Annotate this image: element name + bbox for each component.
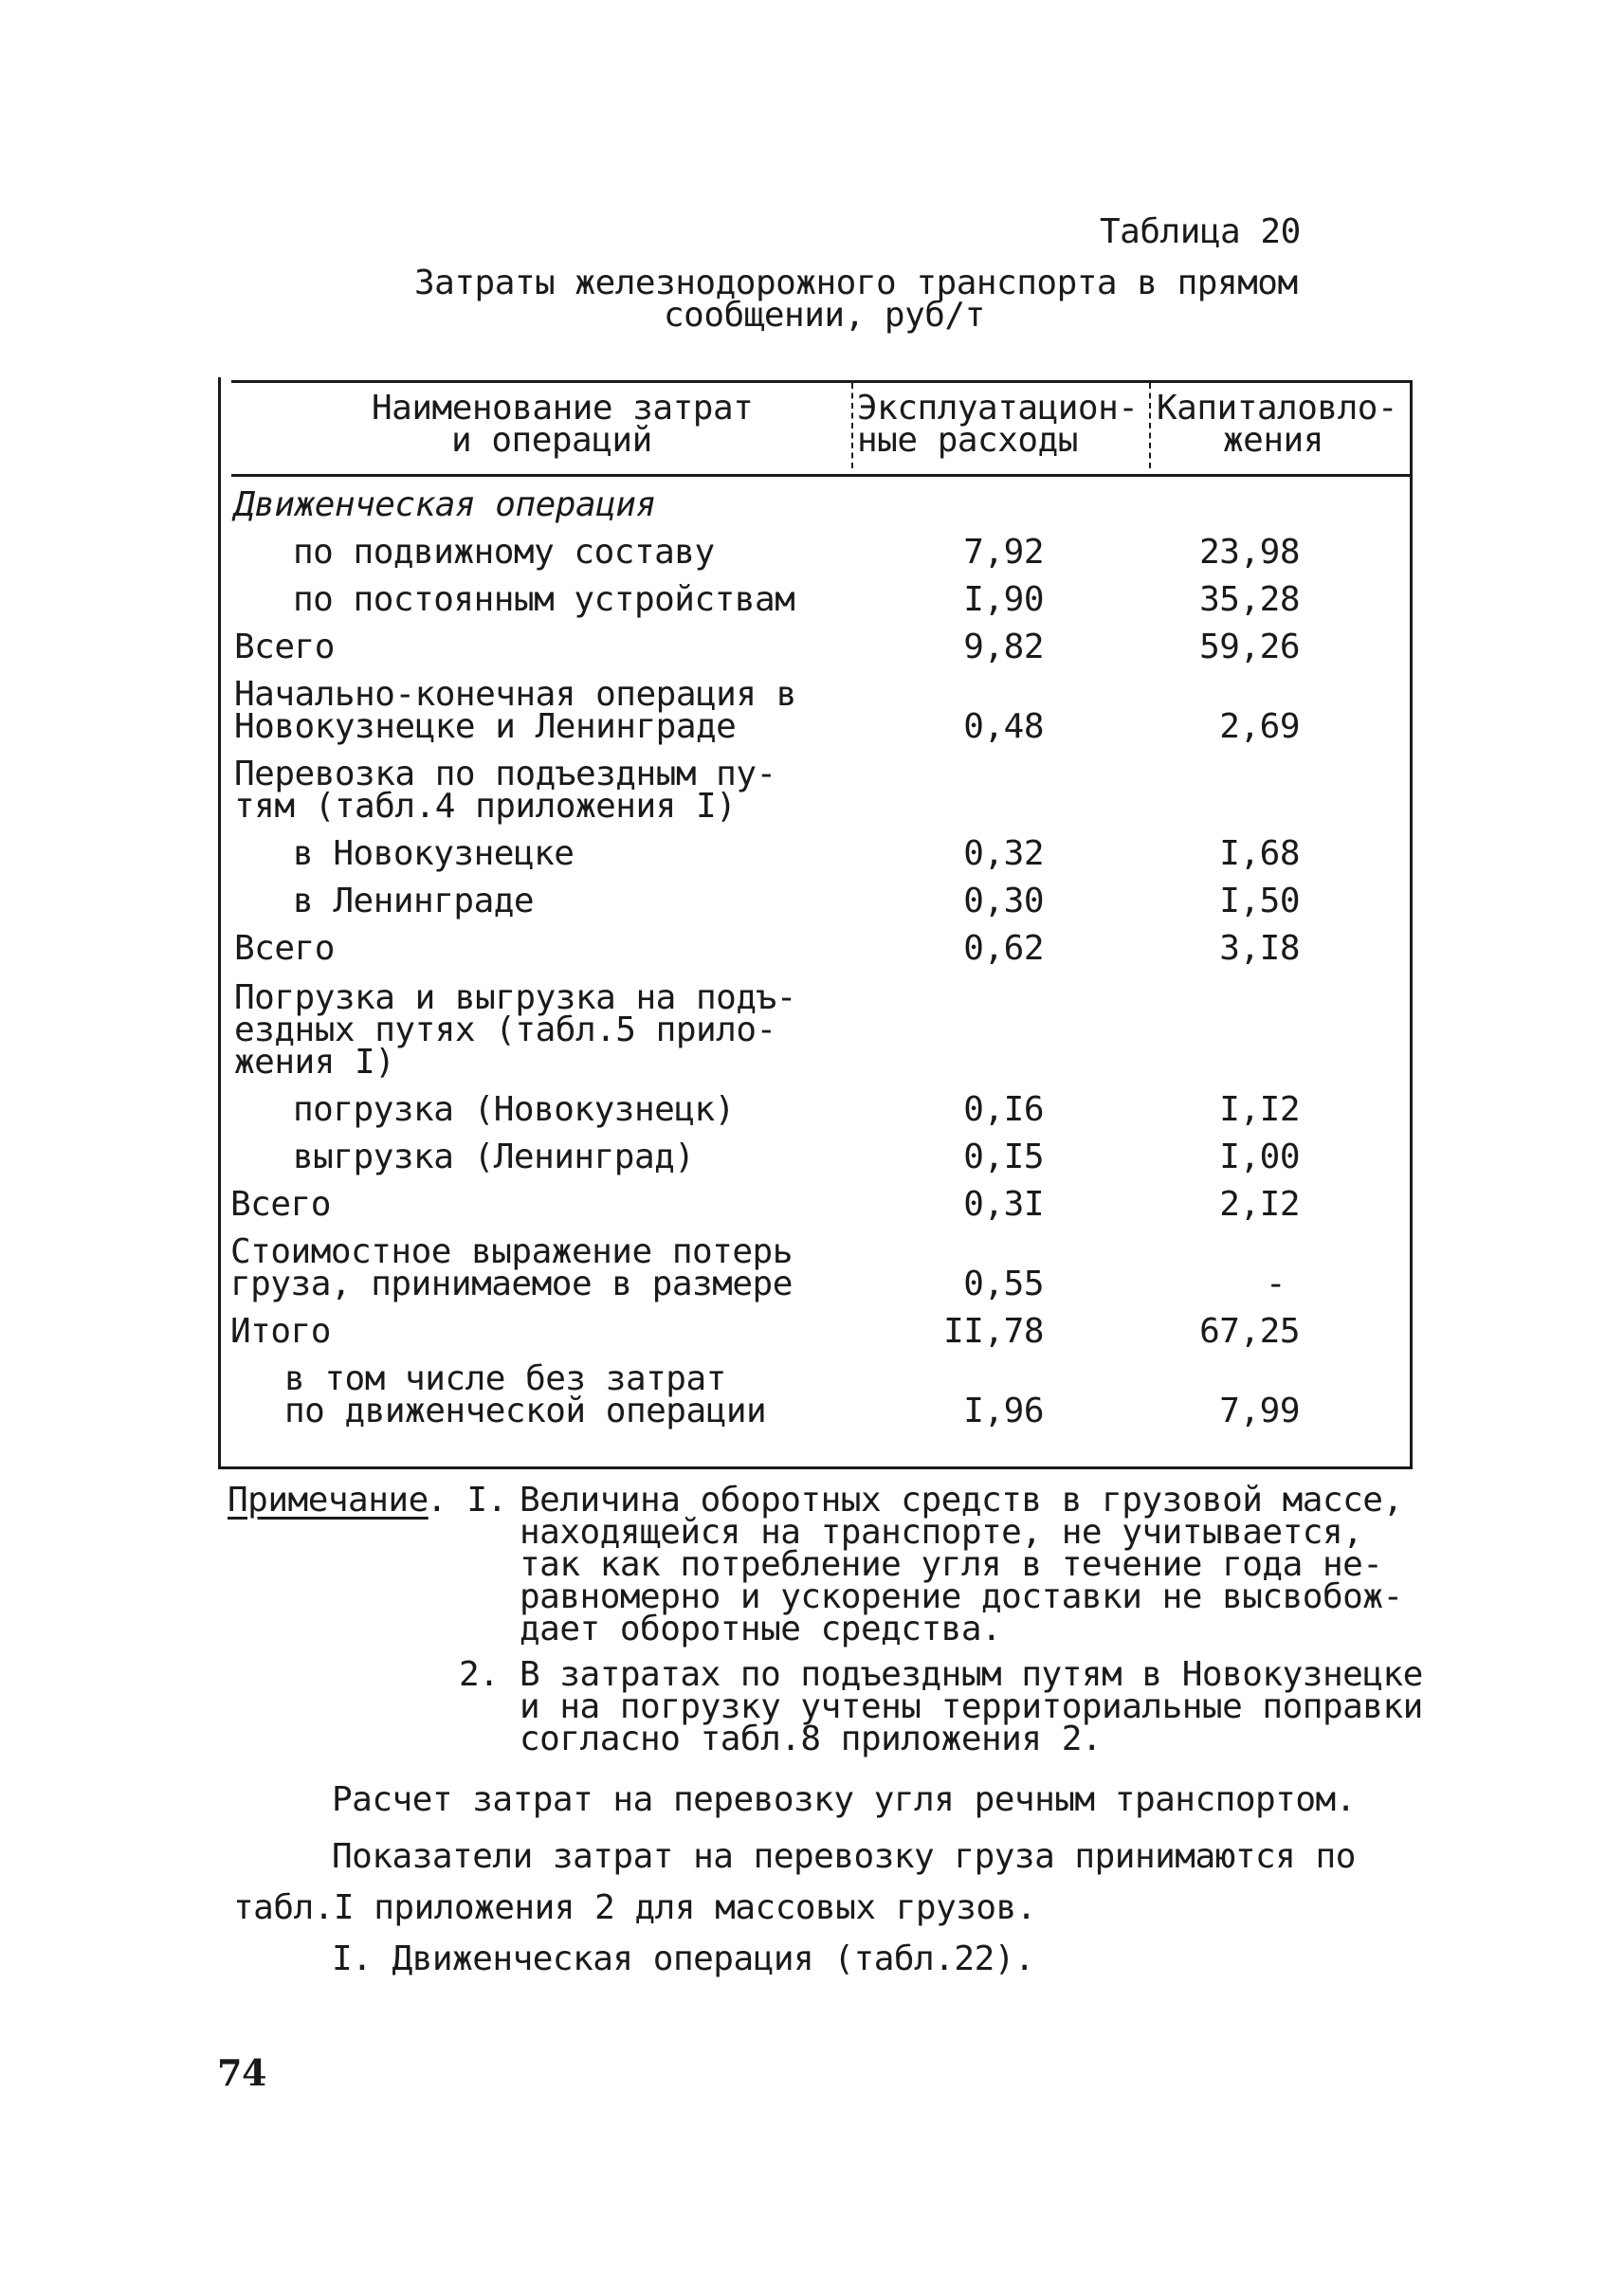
row-label-line1: Перевозка по подъездным пу- — [234, 755, 776, 793]
table-top-rule — [231, 380, 1413, 383]
row-exp: I,90 — [963, 580, 1044, 619]
row-label: выгрузка (Ленинград) — [293, 1138, 695, 1176]
row-label-line1: Погрузка и выгрузка на подъ- — [234, 978, 796, 1017]
row-cap: 23,98 — [1199, 533, 1300, 572]
row-label: в Новокузнецке — [293, 834, 575, 873]
row-exp: 0,I5 — [963, 1138, 1044, 1176]
row-label-line2: груза, принимаемое в размере — [230, 1265, 793, 1303]
body-paragraph-1: Расчет затрат на перевозку угля речным транспортом. — [332, 1780, 1356, 1819]
row-label-line3: жения I) — [234, 1043, 395, 1082]
row-exp: 0,55 — [963, 1265, 1044, 1303]
note-1-prefix: . I. — [427, 1481, 507, 1520]
row-exp: 0,3I — [963, 1185, 1044, 1224]
row-cap: 3,I8 — [1219, 929, 1300, 968]
row-label-line1: в том числе без затрат — [284, 1359, 726, 1398]
note-1-line: так как потребление угля в течение года не- — [520, 1545, 1383, 1584]
row-cap: 2,69 — [1219, 707, 1300, 746]
row-label: Итого — [230, 1312, 331, 1351]
row-label: в Ленинграде — [293, 882, 535, 920]
row-exp: 0,62 — [963, 929, 1044, 968]
row-label-line1: Стоимостное выражение потерь — [230, 1232, 793, 1271]
row-label-line1: Начально-конечная операция в — [234, 675, 796, 714]
header-exp-line2: ные расходы — [857, 421, 1078, 460]
row-cap: I,00 — [1219, 1138, 1300, 1176]
header-separator-1 — [851, 383, 853, 468]
table-bottom-rule — [218, 1466, 1413, 1469]
body-paragraph-2-line2: табл.I приложения 2 для массовых грузов. — [233, 1888, 1036, 1927]
note-2-line: и на погрузку учтены территориальные поправки — [520, 1687, 1423, 1726]
row-label: по подвижному составу — [293, 533, 715, 572]
row-label-line2: Новокузнецке и Ленинграде — [234, 707, 737, 746]
note-1-line: находящейся на транспорте, не учитывается, — [520, 1513, 1363, 1552]
header-cap-line2: жения — [1223, 421, 1323, 460]
row-cap: 59,26 — [1199, 628, 1300, 666]
row-label: погрузка (Новокузнецк) — [293, 1090, 735, 1129]
row-label: Всего — [234, 628, 335, 666]
row-label: по постоянным устройствам — [293, 580, 795, 619]
row-cap: 35,28 — [1199, 580, 1300, 619]
table-caption: Таблица 20 — [1100, 212, 1301, 251]
row-exp: 0,48 — [963, 707, 1044, 746]
table-header-rule — [231, 474, 1413, 477]
note-1-line: дает оборотные средства. — [520, 1610, 1002, 1648]
row-label-line2: тям (табл.4 приложения I) — [234, 787, 737, 826]
row-exp: 9,82 — [963, 628, 1044, 666]
row-exp: 0,32 — [963, 834, 1044, 873]
row-cap: - — [1265, 1265, 1286, 1303]
page-number: 74 — [217, 2051, 266, 2094]
header-cap-line1: Капиталовло- — [1157, 389, 1398, 428]
note-2-line: согласно табл.8 приложения 2. — [520, 1720, 1103, 1758]
row-label-line2: по движенческой операции — [284, 1392, 767, 1430]
row-cap: 7,99 — [1219, 1392, 1300, 1430]
row-label: Всего — [230, 1185, 331, 1224]
row-exp: I,96 — [963, 1392, 1044, 1430]
row-cap: I,I2 — [1219, 1090, 1300, 1129]
table-right-border — [1410, 381, 1413, 1469]
note-2-line: В затратах по подъездным путям в Новокузнецке — [520, 1655, 1423, 1694]
row-label: Всего — [234, 929, 335, 968]
row-cap: I,68 — [1219, 834, 1300, 873]
row-exp: 7,92 — [963, 533, 1044, 572]
row-exp: 0,30 — [963, 882, 1044, 920]
body-paragraph-3: I. Движенческая операция (табл.22). — [332, 1939, 1035, 1978]
header-exp-line1: Эксплуатацион- — [857, 389, 1139, 428]
note-1-line: Величина оборотных средств в грузовой массе, — [520, 1481, 1403, 1520]
header-name-line2: и операций — [451, 421, 652, 460]
row-exp: II,78 — [943, 1312, 1044, 1351]
note-2-prefix: 2. — [459, 1655, 500, 1694]
row-cap: 2,I2 — [1219, 1185, 1300, 1224]
note-heading: Примечание — [228, 1481, 429, 1520]
row-cap: I,50 — [1219, 882, 1300, 920]
row-exp: 0,I6 — [963, 1090, 1044, 1129]
row-label-line2: ездных путях (табл.5 прило- — [234, 1010, 776, 1049]
table-title-line2: сообщении, руб/т — [664, 296, 985, 335]
body-paragraph-2-line1: Показатели затрат на перевозку груза принимаются по — [332, 1837, 1356, 1876]
table-left-border — [218, 377, 221, 1469]
header-name-line1: Наименование затрат — [372, 389, 754, 428]
row-label-movement-op: Движенческая операция — [234, 485, 656, 524]
table-title-line1: Затраты железнодорожного транспорта в прямом — [414, 264, 1298, 302]
note-1-line: равномерно и ускорение доставки не высвобож- — [520, 1577, 1403, 1616]
header-separator-2 — [1149, 383, 1151, 468]
row-cap: 67,25 — [1199, 1312, 1300, 1351]
